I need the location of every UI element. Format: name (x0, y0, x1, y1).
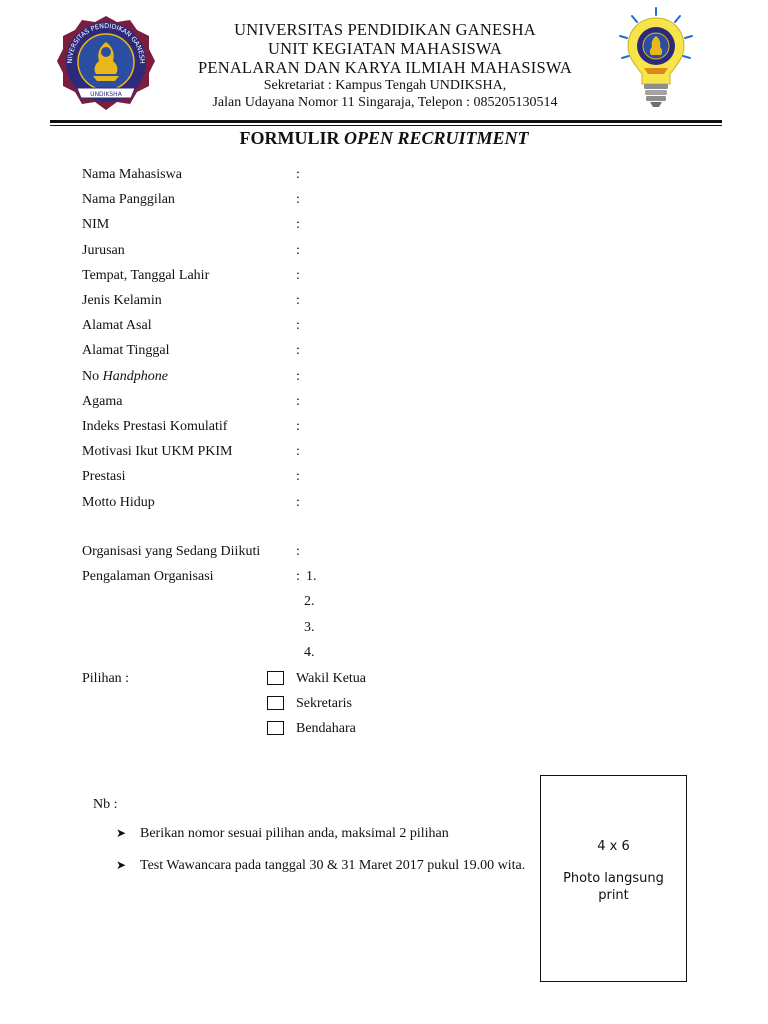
field-label: Jenis Kelamin (82, 293, 162, 308)
field-label: Alamat Tinggal (82, 343, 170, 358)
arrow-bullet-icon: ➤ (116, 858, 127, 872)
field-colon: : (296, 469, 300, 484)
pilihan-label: Pilihan : (82, 671, 130, 686)
organization-name: PENALARAN DAN KARYA ILMIAH MAHASISWA (198, 58, 572, 77)
field-colon: : (296, 192, 300, 207)
field-colon: : (296, 419, 300, 434)
field-label: Nama Panggilan (82, 192, 175, 207)
field-colon: : (296, 444, 300, 459)
option-label: Sekretaris (296, 696, 352, 711)
field-colon: : (296, 318, 300, 333)
field-colon: : (296, 495, 300, 510)
university-name: UNIVERSITAS PENDIDIKAN GANESHA (234, 20, 536, 39)
notes-label: Nb : (93, 797, 118, 812)
field-colon: : (296, 293, 300, 308)
field-label: Organisasi yang Sedang Diikuti (82, 544, 261, 559)
experience-number-3: 3. (304, 620, 315, 635)
note-item-2 (116, 857, 536, 893)
photo-instruction: Photo langsung print (563, 871, 664, 903)
field-label: No Handphone (82, 369, 168, 384)
option-label: Wakil Ketua (296, 671, 367, 686)
experience-number-2: 2. (304, 594, 315, 609)
field-colon: : (296, 394, 300, 409)
experience-number-4: 4. (304, 645, 315, 660)
photo-placeholder (540, 775, 687, 982)
field-colon: : (296, 343, 300, 358)
undiksha-logo (52, 8, 157, 112)
header-rule-thick (50, 120, 722, 123)
unit-name: UNIT KEGIATAN MAHASISWA (268, 39, 502, 58)
option-checkbox[interactable] (267, 696, 284, 710)
form-title: FORMULIR OPEN RECRUITMENT (239, 128, 529, 148)
photo-size: 4 x 6 (597, 839, 630, 854)
letterhead (150, 20, 620, 111)
field-label: Nama Mahasiswa (82, 167, 182, 182)
field-colon: : (296, 544, 300, 559)
option-checkbox[interactable] (267, 721, 284, 735)
field-colon: : (296, 243, 300, 258)
field-label: Indeks Prestasi Komulatif (82, 419, 228, 434)
field-label: Alamat Asal (82, 318, 152, 333)
field-label: Pengalaman Organisasi (82, 569, 214, 584)
field-label: Motivasi Ikut UKM PKIM (82, 444, 233, 459)
logo-ring-text: UNIVERSITAS PENDIDIKAN GANESHA (52, 8, 147, 64)
field-colon: : (296, 167, 300, 182)
header-rule-thin (50, 125, 722, 126)
field-label: Prestasi (82, 469, 126, 484)
field-colon: : (296, 268, 300, 283)
field-label: NIM (82, 217, 110, 232)
logo-banner-text: UNDIKSHA (90, 91, 122, 98)
note-item-1 (116, 825, 536, 845)
experience-number-1: 1. (306, 569, 317, 584)
arrow-bullet-icon: ➤ (116, 826, 127, 840)
address-line-1: Sekretariat : Kampus Tengah UNDIKSHA, (263, 78, 507, 93)
option-label: Bendahara (296, 721, 356, 736)
field-label: Motto Hidup (82, 495, 155, 510)
field-colon: : (296, 569, 300, 584)
address-line-2: Jalan Udayana Nomor 11 Singaraja, Telepon : 085205130514 (212, 95, 558, 110)
pkim-bulb-logo (614, 6, 698, 110)
field-label: Tempat, Tanggal Lahir (82, 268, 210, 283)
field-colon: : (296, 369, 300, 384)
note-text: Test Wawancara pada tanggal 30 & 31 Maret 2017 pukul 19.00 wita. (140, 858, 526, 873)
field-colon: : (296, 217, 300, 232)
option-checkbox[interactable] (267, 671, 284, 685)
note-text: Berikan nomor sesuai pilihan anda, maksimal 2 pilihan (140, 826, 449, 841)
field-label: Jurusan (82, 243, 125, 258)
field-label: Agama (82, 394, 123, 409)
